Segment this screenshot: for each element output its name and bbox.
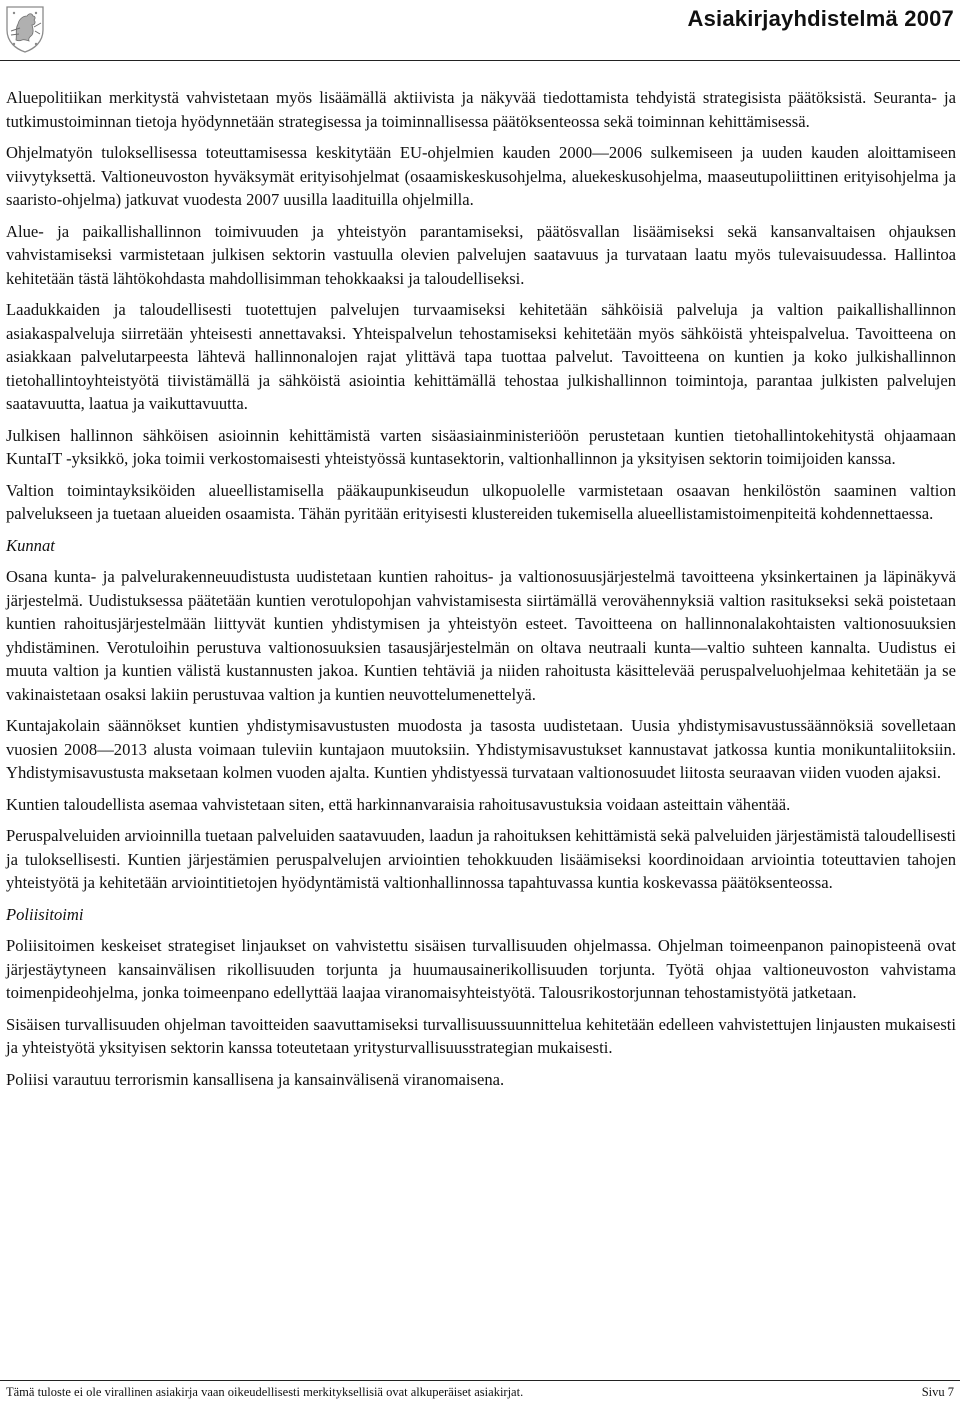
paragraph: Valtion toimintayksiköiden alueellistamisella pääkaupunkiseudun ulkopuolelle varmistetaan osaavan henkilöstön saaminen valtion palvelukseen ja tuetaan alueiden osaamista. Tähän pyritään erityisesti klustereiden tukemisella alueellistamistoimenpiteitä kohdennettaessa. [6,480,956,523]
paragraph: Kuntajakolain säännökset kuntien yhdistymisavustusten muodosta ja tasosta uudistetaan. Uusia yhdistymisavustussäännöksiä sovelletaan vuosien 2008—2013 alusta voimaan tuleviin kuntajaon muutoksiin. Yhdistymisavustukset kannustavat jatkossa kuntia monikuntaliitoksiin. Yhdistymisavustusta maksetaan kolmen vuoden ajalta. Kuntien yhdistyessä turvataan valtionosuudet liitosta seuraavan viiden vuoden ajaksi. [6,716,956,782]
paragraph: Kuntien taloudellista asemaa vahvistetaan siten, että harkinnanvaraisia rahoitusavustuksia voidaan asteittain vähentää. [6,794,791,814]
document-title: Asiakirjayhdistelmä 2007 [687,6,954,31]
header-divider [0,60,960,61]
paragraph: Poliisi varautuu terrorismin kansallisena ja kansainvälisenä viranomaisena. [6,1069,505,1089]
footer-divider [0,1380,960,1381]
paragraph: Aluepolitiikan merkitystä vahvistetaan myös lisäämällä aktiivista ja näkyvää tiedottamista tehdyistä strategisista päätöksistä. Seuranta- ja tutkimustoiminnan tietoja hyödynnetään strategisessa ja toiminnallisessa päätöksenteossa sekä toiminnan kehittämisessä. [6,88,956,131]
page-header [0,0,960,66]
paragraph: Poliisitoimen keskeiset strategiset linjaukset on vahvistettu sisäisen turvallisuuden ohjelmassa. Ohjelman toimeenpanon painopisteenä ovat järjestäytyneen kansainvälisen rikollisuuden torjunta ja huumausainerikollisuuden torjunta. Työtä ohjaa valtioneuvoston vahvistama toimenpideohjelma, jonka toimeenpano edellyttää laajaa viranomaisyhteistyötä. Talousrikostorjunnan tehostamistyötä jatketaan. [6,936,956,1002]
paragraph: Laadukkaiden ja taloudellisesti tuotettujen palvelujen turvaamiseksi kehitetään sähköisiä palveluja ja valtion paikallishallinnon asiakaspalveluja siirretään yhteisesti annettavaksi. Yhteispalvelun tehostamiseksi kehitetään myös sähköistä yhteispalvelua. Tavoitteena on asiakkaan palvelutarpeesta lähtevä hallinnonalojen rajat ylittävä tapa tuottaa palvelut. Tavoitteena on kuntien ja koko julkishallinnon tietohallintoyhteistyötä tiivistämällä ja sähköistä asiointia kehittämällä tehostaa julkishallinnon toimintoja, parantaa julkisten palvelujen saatavuutta, laatua ja vaikuttavuutta. [6,300,956,413]
document-body [6,86,956,1099]
paragraph: Alue- ja paikallishallinnon toimivuuden ja yhteistyön parantamiseksi, päätösvallan lisäämiseksi sekä kansanvaltaisen ohjauksen vahvistamiseksi varmistetaan julkisen sektorin vastuulla olevien palvelujen saatavuus ja turvataan laatu myös tulevaisuudessa. Hallintoa kehitetään tästä lähtökohdasta mahdollisimman tehokkaaksi ja taloudelliseksi. [6,221,956,288]
paragraph: Osana kunta- ja palvelurakenneuudistusta uudistetaan kuntien rahoitus- ja valtionosuusjärjestelmä tavoitteena yksinkertainen ja läpinäkyvä järjestelmä. Uudistuksessa päätetään kuntien verotulopohjan vahvistamisesta siirtämällä verovähennyksiä valtion rasitukseksi sekä poistetaan kuntien rahoitusjärjestelmään liittyvät kuntien yhdistymisen ja yhteistyön esteet. Tavoitteena on hallinnonalakohtaisten valtionosuuksien yhdistäminen. Verotuloihin perustuva valtionosuuksien tasausjärjestelmän on oltava neutraali kunta—valtio suhteen kannalta. Uudistus ei muuta valtion ja kuntien välistä kustannusten jakoa. Kuntien tehtäviä ja niiden rahoitusta käsittelevää peruspalveluohjelmaa kehitetään ja se vakinaistetaan osaksi lakiin perustuvaa valtion ja kuntien neuvottelumenettelyä. [6,567,956,704]
paragraph: Ohjelmatyön tuloksellisessa toteuttamisessa keskitytään EU-ohjelmien kauden 2000—2006 sulkemiseen ja uuden kauden aloittamiseen viivytyksettä. Valtioneuvoston hyväksymät erityisohjelmat (osaamiskeskusohjelma, aluekeskusohjelma, maaseutupoliittinen erityisohjelma ja saaristo-ohjelma) jatkuvat vuodesta 2007 uusilla laadituilla ohjelmilla. [6,143,956,209]
page-number: Sivu 7 [921,1385,954,1399]
lion-coat-of-arms-icon [4,4,46,54]
section-heading-poliisitoimi: Poliisitoimi [6,904,84,924]
page-footer [0,1380,960,1405]
paragraph: Julkisen hallinnon sähköisen asioinnin kehittämistä varten sisäasiainministeriöön perustetaan kuntien tietohallintokehitystä ohjaamaan KuntaIT -yksikkö, joka toimii verkostomaisesti yhteistyössä kuntasektorin, valtionhallinnon ja yksityisen sektorin toimijoiden kanssa. [6,425,956,468]
paragraph: Peruspalveluiden arvioinnilla tuetaan palveluiden saatavuuden, laadun ja rahoituksen kehittämistä sekä palveluiden järjestämistä taloudellisesti ja tuloksellisesti. Kuntien järjestämien peruspalvelujen arviointien tehokkuuden lisäämiseksi koordinoidaan arviointia toteuttavien tahojen yhteistyötä ja kehitetään arviointitietojen hyödyntämistä valtionhallinnossa tapahtuvassa kuntia koskevassa päätöksenteossa. [6,826,956,892]
section-heading-kunnat: Kunnat [6,535,55,555]
paragraph: Sisäisen turvallisuuden ohjelman tavoitteiden saavuttamiseksi turvallisuussuunnittelua kehitetään edelleen vahvistettujen linjausten mukaisesti ja yhteistyötä yksityisen sektorin kanssa toteutetaan yritysturvallisuusstrategian mukaisesti. [6,1014,956,1057]
footer-disclaimer: Tämä tuloste ei ole virallinen asiakirja vaan oikeudellisesti merkityksellisiä ovat alkuperäiset asiakirjat. [6,1385,524,1399]
